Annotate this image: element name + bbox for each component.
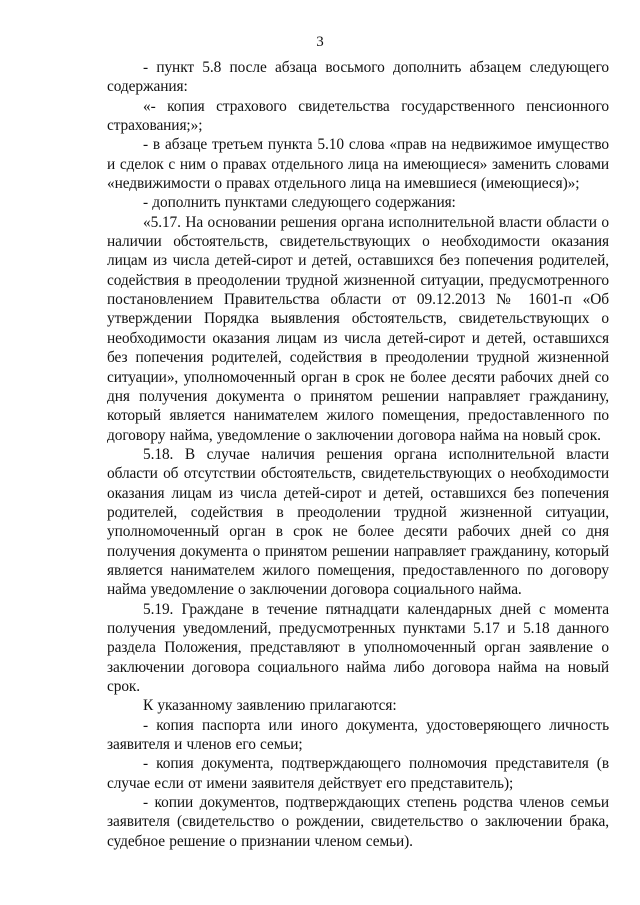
paragraph-representative-doc: - копия документа, подтверждающего полномочия представителя (в случае если от имени заявителя действует его представитель); [107, 755, 609, 792]
page-number: 3 [316, 34, 324, 50]
paragraph-insurance-copy: «- копия страхового свидетельства государственного пенсионного страхования;»; [107, 97, 609, 135]
paragraph-amend-5-8: - пункт 5.8 после абзаца восьмого дополнить абзацем следующего содержания: [107, 59, 609, 96]
document-body [107, 58, 609, 851]
paragraph-attachments-intro: К указанному заявлению прилагаются: [143, 697, 397, 715]
paragraph-5-18: 5.18. В случае наличия решения органа исполнительной власти области об отсутствии обстоятельств, свидетельствующих о необходимости оказания лицам из числа детей-сирот и детей, оставшихся без попечения родителей, содействия в преодолении трудной жизненной ситуации, уполномоченный орган в срок не более десяти рабочих дней со дня получения документа о принятом решении направляет гражданину, который является нанимателем жилого помещения, предоставленного по договору найма уведомление о заключении договора социального найма. [107, 445, 609, 599]
paragraph-add-points: - дополнить пунктами следующего содержания: [143, 194, 456, 212]
paragraph-amend-5-10: - в абзаце третьем пункта 5.10 слова «прав на недвижимое имущество и сделок с ним о правах отдельного лица на имеющиеся» заменить словами «недвижимости о правах отдельного лица на имевшиеся (имеющиеся)»; [107, 136, 609, 193]
paragraph-5-19: 5.19. Граждане в течение пятнадцати календарных дней с момента получения уведомлений, предусмотренных пунктами 5.17 и 5.18 данного раздела Положения, представляют в уполномоченный орган заявление о заключении договора социального найма либо договора найма на новый срок. [107, 600, 609, 695]
paragraph-5-17: «5.17. На основании решения органа исполнительной власти области о наличии обстоятельств, свидетельствующих о необходимости оказания лицам из числа детей-сирот и детей, оставшихся без попечения родителей, содействия в преодолении трудной жизненной ситуации, предусмотренного постановлением Правительства области от 09.12.2013 № 1601-п «Об утверждении Порядка выявления обстоятельств, свидетельствующих о необходимости оказания лицам из числа детей-сирот и детей, оставшихся без попечения родителей, содействия в преодолении трудной жизненной ситуации», уполномоченный орган в срок не более десяти рабочих дней со дня получения документа о принятом решении направляет гражданину, который является нанимателем жилого помещения, предоставленного по договору найма, уведомление о заключении договора найма на новый срок. [107, 213, 609, 444]
paragraph-passport-copy: - копия паспорта или иного документа, удостоверяющего личность заявителя и членов его семьи; [107, 716, 609, 754]
paragraph-kinship-docs: - копии документов, подтверждающих степень родства членов семьи заявителя (свидетельство о рождении, свидетельство о заключении брака, судебное решение о признании членом семьи). [107, 794, 609, 850]
